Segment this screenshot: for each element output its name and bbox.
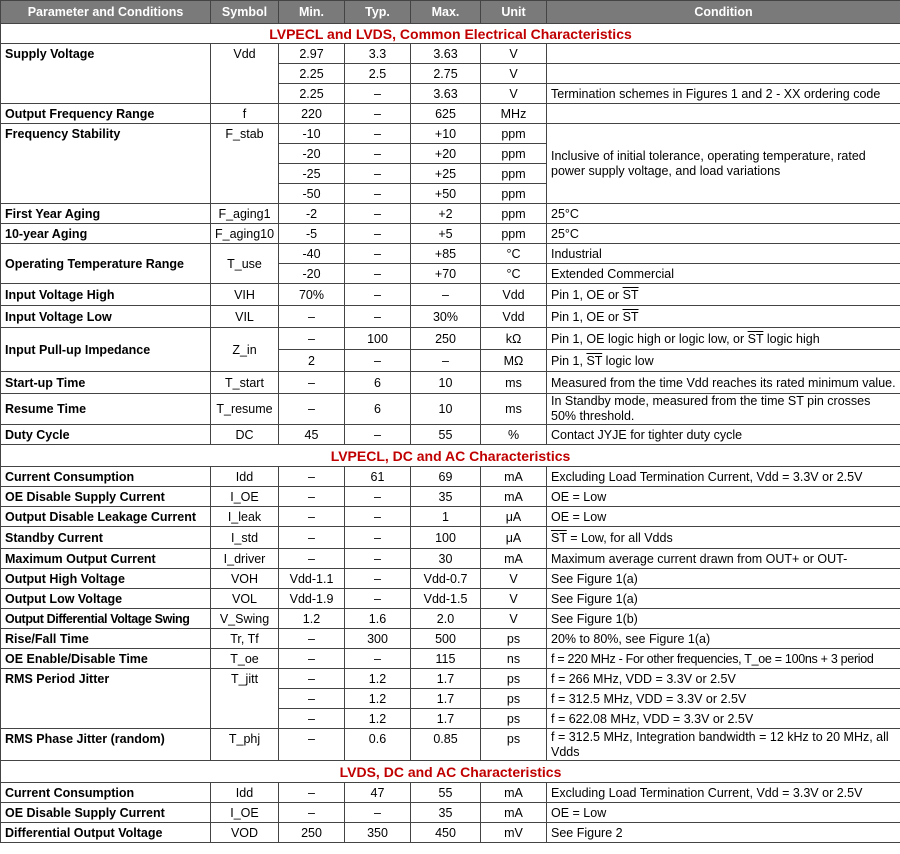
table-row bbox=[1, 487, 900, 507]
table-row bbox=[1, 425, 900, 445]
max-cell: 1 bbox=[411, 507, 481, 527]
unit-cell: ppm bbox=[481, 164, 547, 184]
symbol-cell: I_OE bbox=[211, 487, 279, 507]
table-row bbox=[1, 803, 900, 823]
table-row bbox=[1, 649, 900, 669]
typ-cell: – bbox=[345, 507, 411, 527]
symbol-cell: DC bbox=[211, 425, 279, 445]
section-title-lvpecl: LVPECL, DC and AC Characteristics bbox=[1, 445, 900, 467]
param-cell: Current Consumption bbox=[1, 783, 211, 803]
min-cell: 1.2 bbox=[279, 609, 345, 629]
param-cell: RMS Period Jitter bbox=[1, 669, 211, 729]
condition-text: Pin 1, bbox=[551, 353, 587, 368]
typ-cell: – bbox=[345, 264, 411, 284]
max-cell: 1.7 bbox=[411, 689, 481, 709]
max-cell: 30 bbox=[411, 549, 481, 569]
min-cell: – bbox=[279, 629, 345, 649]
min-cell: -5 bbox=[279, 224, 345, 244]
max-cell: 3.63 bbox=[411, 84, 481, 104]
typ-cell: – bbox=[345, 649, 411, 669]
max-cell: 35 bbox=[411, 487, 481, 507]
table-row bbox=[1, 783, 900, 803]
condition-cell bbox=[547, 527, 900, 549]
unit-cell: ps bbox=[481, 729, 547, 761]
min-cell: Vdd-1.1 bbox=[279, 569, 345, 589]
param-cell: Supply Voltage bbox=[1, 44, 211, 104]
max-cell: 2.0 bbox=[411, 609, 481, 629]
condition-cell: f = 622.08 MHz, VDD = 3.3V or 2.5V bbox=[547, 709, 900, 729]
unit-cell: mA bbox=[481, 549, 547, 569]
symbol-cell: VOH bbox=[211, 569, 279, 589]
condition-text: logic high bbox=[763, 331, 820, 346]
max-cell: +70 bbox=[411, 264, 481, 284]
condition-cell: Maximum average current drawn from OUT+ or OUT- bbox=[547, 549, 900, 569]
typ-cell: – bbox=[345, 306, 411, 328]
max-cell: 30% bbox=[411, 306, 481, 328]
max-cell: 450 bbox=[411, 823, 481, 843]
min-cell: – bbox=[279, 527, 345, 549]
max-cell: 250 bbox=[411, 328, 481, 350]
param-cell: Rise/Fall Time bbox=[1, 629, 211, 649]
st-pin-label: $\overline{ST}$ bbox=[622, 309, 639, 324]
symbol-cell: VIL bbox=[211, 306, 279, 328]
min-cell: -20 bbox=[279, 144, 345, 164]
unit-cell: ps bbox=[481, 689, 547, 709]
max-cell: 55 bbox=[411, 783, 481, 803]
typ-cell: 300 bbox=[345, 629, 411, 649]
unit-cell: mA bbox=[481, 487, 547, 507]
max-cell: Vdd-1.5 bbox=[411, 589, 481, 609]
header-typ: Typ. bbox=[345, 1, 411, 24]
typ-cell: – bbox=[345, 124, 411, 144]
unit-cell: kΩ bbox=[481, 328, 547, 350]
unit-cell: μA bbox=[481, 527, 547, 549]
condition-text: In Standby mode, measured from the time bbox=[551, 394, 788, 408]
max-cell: +85 bbox=[411, 244, 481, 264]
table-row bbox=[1, 589, 900, 609]
param-cell: Resume Time bbox=[1, 394, 211, 425]
unit-cell: ppm bbox=[481, 144, 547, 164]
table-row bbox=[1, 244, 900, 264]
min-cell: Vdd-1.9 bbox=[279, 589, 345, 609]
min-cell: 2.25 bbox=[279, 64, 345, 84]
condition-cell: 25°C bbox=[547, 204, 900, 224]
min-cell: – bbox=[279, 689, 345, 709]
symbol-cell: I_leak bbox=[211, 507, 279, 527]
param-cell: Input Pull-up Impedance bbox=[1, 328, 211, 372]
min-cell: – bbox=[279, 328, 345, 350]
max-cell: – bbox=[411, 350, 481, 372]
param-cell: Operating Temperature Range bbox=[1, 244, 211, 284]
condition-text: pin crosses 50% threshold. bbox=[551, 394, 871, 423]
table-row bbox=[1, 328, 900, 350]
unit-cell: V bbox=[481, 64, 547, 84]
condition-cell: See Figure 2 bbox=[547, 823, 900, 843]
typ-cell: – bbox=[345, 803, 411, 823]
unit-cell: mA bbox=[481, 783, 547, 803]
param-cell: Output High Voltage bbox=[1, 569, 211, 589]
table-row bbox=[1, 729, 900, 761]
max-cell: +5 bbox=[411, 224, 481, 244]
typ-cell: – bbox=[345, 569, 411, 589]
table-row bbox=[1, 124, 900, 144]
condition-text: Pin 1, OE logic high or logic low, or bbox=[551, 331, 748, 346]
symbol-cell: V_Swing bbox=[211, 609, 279, 629]
table-row bbox=[1, 394, 900, 425]
condition-cell: Inclusive of initial tolerance, operating temperature, rated power supply voltage, and load variations bbox=[547, 124, 900, 204]
max-cell: – bbox=[411, 284, 481, 306]
typ-cell: – bbox=[345, 184, 411, 204]
table-row bbox=[1, 104, 900, 124]
section-row bbox=[1, 445, 900, 467]
unit-cell: ps bbox=[481, 709, 547, 729]
unit-cell: Vdd bbox=[481, 306, 547, 328]
symbol-cell: T_phj bbox=[211, 729, 279, 761]
min-cell: 2.25 bbox=[279, 84, 345, 104]
symbol-cell: I_std bbox=[211, 527, 279, 549]
table-row bbox=[1, 284, 900, 306]
condition-cell bbox=[547, 306, 900, 328]
unit-cell: mV bbox=[481, 823, 547, 843]
header-min: Min. bbox=[279, 1, 345, 24]
max-cell: 0.85 bbox=[411, 729, 481, 761]
param-cell: Start-up Time bbox=[1, 372, 211, 394]
condition-cell bbox=[547, 104, 900, 124]
typ-cell: 1.2 bbox=[345, 709, 411, 729]
min-cell: -40 bbox=[279, 244, 345, 264]
st-pin-label: $\overline{ST}$ bbox=[622, 287, 639, 302]
condition-cell: f = 312.5 MHz, Integration bandwidth = 12 kHz to 20 MHz, all Vdds bbox=[547, 729, 900, 761]
typ-cell: – bbox=[345, 350, 411, 372]
min-cell: 2 bbox=[279, 350, 345, 372]
header-row bbox=[1, 1, 900, 24]
symbol-cell: Idd bbox=[211, 783, 279, 803]
condition-cell: Contact JYJE for tighter duty cycle bbox=[547, 425, 900, 445]
condition-cell: OE = Low bbox=[547, 803, 900, 823]
min-cell: -2 bbox=[279, 204, 345, 224]
unit-cell: ps bbox=[481, 629, 547, 649]
condition-cell bbox=[547, 350, 900, 372]
min-cell: -25 bbox=[279, 164, 345, 184]
min-cell: – bbox=[279, 549, 345, 569]
symbol-cell: Tr, Tf bbox=[211, 629, 279, 649]
condition-cell: Measured from the time Vdd reaches its rated minimum value. bbox=[547, 372, 900, 394]
typ-cell: 47 bbox=[345, 783, 411, 803]
table-row bbox=[1, 609, 900, 629]
unit-cell: mA bbox=[481, 803, 547, 823]
condition-text: Pin 1, OE or bbox=[551, 309, 623, 324]
table-row bbox=[1, 306, 900, 328]
table-row bbox=[1, 629, 900, 649]
param-cell: Output Differential Voltage Swing bbox=[1, 609, 211, 629]
typ-cell: 1.2 bbox=[345, 669, 411, 689]
header-unit: Unit bbox=[481, 1, 547, 24]
condition-cell: Extended Commercial bbox=[547, 264, 900, 284]
section-title-lvds: LVDS, DC and AC Characteristics bbox=[1, 761, 900, 783]
min-cell: – bbox=[279, 467, 345, 487]
st-pin-label: $\overline{ST}$ bbox=[747, 331, 764, 346]
typ-cell: 6 bbox=[345, 394, 411, 425]
max-cell: +25 bbox=[411, 164, 481, 184]
min-cell: 220 bbox=[279, 104, 345, 124]
table-row bbox=[1, 467, 900, 487]
symbol-cell: VOD bbox=[211, 823, 279, 843]
condition-cell bbox=[547, 64, 900, 84]
param-cell: OE Disable Supply Current bbox=[1, 803, 211, 823]
param-cell: Output Frequency Range bbox=[1, 104, 211, 124]
typ-cell: – bbox=[345, 284, 411, 306]
min-cell: 2.97 bbox=[279, 44, 345, 64]
section-title-common: LVPECL and LVDS, Common Electrical Characteristics bbox=[1, 24, 900, 44]
header-condition: Condition bbox=[547, 1, 900, 24]
min-cell: – bbox=[279, 306, 345, 328]
condition-cell bbox=[547, 44, 900, 64]
table-row bbox=[1, 527, 900, 549]
max-cell: +10 bbox=[411, 124, 481, 144]
max-cell: Vdd-0.7 bbox=[411, 569, 481, 589]
st-pin-label: $\overline{ST}$ bbox=[586, 353, 603, 368]
unit-cell: ps bbox=[481, 669, 547, 689]
min-cell: – bbox=[279, 729, 345, 761]
min-cell: 45 bbox=[279, 425, 345, 445]
unit-cell: V bbox=[481, 609, 547, 629]
symbol-cell: T_resume bbox=[211, 394, 279, 425]
condition-cell: f = 312.5 MHz, VDD = 3.3V or 2.5V bbox=[547, 689, 900, 709]
condition-cell bbox=[547, 284, 900, 306]
max-cell: 3.63 bbox=[411, 44, 481, 64]
min-cell: – bbox=[279, 649, 345, 669]
symbol-cell: VOL bbox=[211, 589, 279, 609]
condition-cell: Excluding Load Termination Current, Vdd = 3.3V or 2.5V bbox=[547, 783, 900, 803]
typ-cell: – bbox=[345, 104, 411, 124]
param-cell: OE Disable Supply Current bbox=[1, 487, 211, 507]
symbol-cell: f bbox=[211, 104, 279, 124]
condition-cell: 25°C bbox=[547, 224, 900, 244]
symbol-cell: VIH bbox=[211, 284, 279, 306]
symbol-cell: T_use bbox=[211, 244, 279, 284]
min-cell: – bbox=[279, 669, 345, 689]
param-cell: Standby Current bbox=[1, 527, 211, 549]
typ-cell: – bbox=[345, 589, 411, 609]
param-cell: Differential Output Voltage bbox=[1, 823, 211, 843]
max-cell: 10 bbox=[411, 394, 481, 425]
param-cell: RMS Phase Jitter (random) bbox=[1, 729, 211, 761]
condition-cell: Termination schemes in Figures 1 and 2 - XX ordering code bbox=[547, 84, 900, 104]
max-cell: +20 bbox=[411, 144, 481, 164]
param-cell: Input Voltage Low bbox=[1, 306, 211, 328]
max-cell: 500 bbox=[411, 629, 481, 649]
unit-cell: V bbox=[481, 84, 547, 104]
max-cell: 35 bbox=[411, 803, 481, 823]
typ-cell: 3.3 bbox=[345, 44, 411, 64]
condition-cell: See Figure 1(a) bbox=[547, 589, 900, 609]
table-row bbox=[1, 507, 900, 527]
typ-cell: – bbox=[345, 425, 411, 445]
max-cell: 100 bbox=[411, 527, 481, 549]
unit-cell: ms bbox=[481, 394, 547, 425]
unit-cell: V bbox=[481, 589, 547, 609]
symbol-cell: T_start bbox=[211, 372, 279, 394]
max-cell: 1.7 bbox=[411, 669, 481, 689]
param-cell: Duty Cycle bbox=[1, 425, 211, 445]
min-cell: – bbox=[279, 783, 345, 803]
unit-cell: °C bbox=[481, 244, 547, 264]
typ-cell: 1.2 bbox=[345, 689, 411, 709]
table-row bbox=[1, 569, 900, 589]
condition-cell: Excluding Load Termination Current, Vdd = 3.3V or 2.5V bbox=[547, 467, 900, 487]
header-symbol: Symbol bbox=[211, 1, 279, 24]
typ-cell: – bbox=[345, 527, 411, 549]
typ-cell: 61 bbox=[345, 467, 411, 487]
st-pin-label: $\overline{ST}$ bbox=[787, 394, 804, 408]
typ-cell: 100 bbox=[345, 328, 411, 350]
section-row bbox=[1, 761, 900, 783]
unit-cell: % bbox=[481, 425, 547, 445]
max-cell: 55 bbox=[411, 425, 481, 445]
typ-cell: – bbox=[345, 144, 411, 164]
max-cell: 10 bbox=[411, 372, 481, 394]
symbol-cell: F_aging10 bbox=[211, 224, 279, 244]
symbol-cell: I_driver bbox=[211, 549, 279, 569]
param-cell: Input Voltage High bbox=[1, 284, 211, 306]
typ-cell: – bbox=[345, 204, 411, 224]
table-row bbox=[1, 372, 900, 394]
unit-cell: MHz bbox=[481, 104, 547, 124]
symbol-cell: F_aging1 bbox=[211, 204, 279, 224]
param-cell: Output Disable Leakage Current bbox=[1, 507, 211, 527]
st-pin-label: $\overline{ST}$ bbox=[551, 530, 567, 545]
condition-text: logic low bbox=[602, 353, 654, 368]
typ-cell: 350 bbox=[345, 823, 411, 843]
unit-cell: ppm bbox=[481, 204, 547, 224]
header-param: Parameter and Conditions bbox=[1, 1, 211, 24]
condition-cell: 20% to 80%, see Figure 1(a) bbox=[547, 629, 900, 649]
section-row bbox=[1, 24, 900, 44]
unit-cell: MΩ bbox=[481, 350, 547, 372]
min-cell: – bbox=[279, 709, 345, 729]
max-cell: 115 bbox=[411, 649, 481, 669]
table-row bbox=[1, 224, 900, 244]
typ-cell: – bbox=[345, 549, 411, 569]
table-row bbox=[1, 549, 900, 569]
unit-cell: mA bbox=[481, 467, 547, 487]
min-cell: – bbox=[279, 803, 345, 823]
unit-cell: ppm bbox=[481, 224, 547, 244]
unit-cell: Vdd bbox=[481, 284, 547, 306]
condition-cell: See Figure 1(b) bbox=[547, 609, 900, 629]
condition-text: Pin 1, OE or bbox=[551, 287, 623, 302]
condition-cell bbox=[547, 328, 900, 350]
table-row bbox=[1, 823, 900, 843]
max-cell: 625 bbox=[411, 104, 481, 124]
param-cell: 10-year Aging bbox=[1, 224, 211, 244]
min-cell: 70% bbox=[279, 284, 345, 306]
param-cell: Output Low Voltage bbox=[1, 589, 211, 609]
unit-cell: V bbox=[481, 569, 547, 589]
min-cell: – bbox=[279, 487, 345, 507]
table-row bbox=[1, 44, 900, 64]
typ-cell: – bbox=[345, 164, 411, 184]
typ-cell: – bbox=[345, 224, 411, 244]
unit-cell: ppm bbox=[481, 184, 547, 204]
min-cell: – bbox=[279, 372, 345, 394]
table-row bbox=[1, 669, 900, 689]
param-cell: OE Enable/Disable Time bbox=[1, 649, 211, 669]
typ-cell: 0.6 bbox=[345, 729, 411, 761]
symbol-cell: I_OE bbox=[211, 803, 279, 823]
condition-cell: See Figure 1(a) bbox=[547, 569, 900, 589]
symbol-cell: Z_in bbox=[211, 328, 279, 372]
unit-cell: μA bbox=[481, 507, 547, 527]
table-row bbox=[1, 204, 900, 224]
symbol-cell: F_stab bbox=[211, 124, 279, 204]
min-cell: – bbox=[279, 394, 345, 425]
typ-cell: 2.5 bbox=[345, 64, 411, 84]
max-cell: 2.75 bbox=[411, 64, 481, 84]
unit-cell: ms bbox=[481, 372, 547, 394]
typ-cell: – bbox=[345, 487, 411, 507]
condition-cell: OE = Low bbox=[547, 507, 900, 527]
symbol-cell: T_jitt bbox=[211, 669, 279, 729]
max-cell: +2 bbox=[411, 204, 481, 224]
symbol-cell: Vdd bbox=[211, 44, 279, 104]
min-cell: -50 bbox=[279, 184, 345, 204]
condition-cell: f = 220 MHz - For other frequencies, T_oe = 100ns + 3 period bbox=[547, 649, 900, 669]
condition-text: = Low, for all Vdds bbox=[566, 530, 673, 545]
max-cell: 1.7 bbox=[411, 709, 481, 729]
typ-cell: – bbox=[345, 84, 411, 104]
typ-cell: 1.6 bbox=[345, 609, 411, 629]
min-cell: -10 bbox=[279, 124, 345, 144]
unit-cell: ns bbox=[481, 649, 547, 669]
typ-cell: 6 bbox=[345, 372, 411, 394]
typ-cell: – bbox=[345, 244, 411, 264]
param-cell: First Year Aging bbox=[1, 204, 211, 224]
min-cell: 250 bbox=[279, 823, 345, 843]
max-cell: 69 bbox=[411, 467, 481, 487]
condition-cell: OE = Low bbox=[547, 487, 900, 507]
unit-cell: °C bbox=[481, 264, 547, 284]
unit-cell: ppm bbox=[481, 124, 547, 144]
param-cell: Frequency Stability bbox=[1, 124, 211, 204]
condition-cell: Industrial bbox=[547, 244, 900, 264]
min-cell: -20 bbox=[279, 264, 345, 284]
symbol-cell: T_oe bbox=[211, 649, 279, 669]
max-cell: +50 bbox=[411, 184, 481, 204]
condition-cell bbox=[547, 394, 900, 425]
symbol-cell: Idd bbox=[211, 467, 279, 487]
header-max: Max. bbox=[411, 1, 481, 24]
param-cell: Current Consumption bbox=[1, 467, 211, 487]
condition-cell: f = 266 MHz, VDD = 3.3V or 2.5V bbox=[547, 669, 900, 689]
min-cell: – bbox=[279, 507, 345, 527]
param-cell: Maximum Output Current bbox=[1, 549, 211, 569]
unit-cell: V bbox=[481, 44, 547, 64]
